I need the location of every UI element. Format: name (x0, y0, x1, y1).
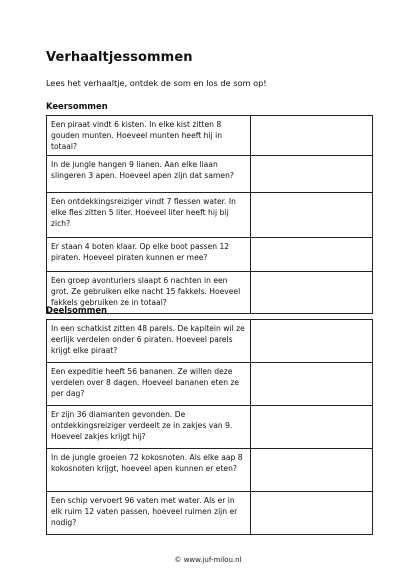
question-cell: Er staan 4 boten klaar. Op elke boot passen 12 piraten. Hoeveel piraten kunnen er mee? (47, 237, 251, 271)
question-cell: In de jungle groeien 72 kokosnoten. Als elke aap 8 kokosnoten krijgt, hoeveel apen kunnen er eten? (47, 449, 251, 492)
table-row (47, 237, 373, 271)
answer-cell[interactable] (251, 192, 373, 237)
question-cell: In een schatkist zitten 48 parels. De kapitein wil ze eerlijk verdelen onder 6 piraten. Hoeveel parels krijgt elke piraat? (47, 320, 251, 363)
question-cell: Een groep avonturiers slaapt 6 nachten in een grot. Ze gebruiken elke nacht 15 fakkels. Hoeveel fakkels gebruiken ze in totaal? (47, 271, 251, 313)
table-row (47, 492, 373, 535)
table-row (47, 155, 373, 192)
table-row (47, 116, 373, 156)
section-heading-keersommen: Keersommen (46, 101, 108, 111)
question-cell: Een schip vervoert 96 vaten met water. Als er in elk ruim 12 vaten passen, hoeveel ruimen zijn er nodig? (47, 492, 251, 535)
deelsommen-table (46, 319, 373, 535)
question-cell: Een expeditie heeft 56 bananen. Ze willen deze verdelen over 8 dagen. Hoeveel bananen eten ze per dag? (47, 363, 251, 406)
answer-cell[interactable] (251, 271, 373, 313)
answer-cell[interactable] (251, 363, 373, 406)
answer-cell[interactable] (251, 237, 373, 271)
answer-cell[interactable] (251, 492, 373, 535)
answer-cell[interactable] (251, 320, 373, 363)
answer-cell[interactable] (251, 406, 373, 449)
answer-cell[interactable] (251, 449, 373, 492)
instruction-text: Lees het verhaaltje, ontdek de som en los de som op! (46, 78, 267, 88)
section-heading-deelsommen: Deelsommen (46, 305, 108, 315)
answer-cell[interactable] (251, 155, 373, 192)
answer-cell[interactable] (251, 116, 373, 156)
question-cell: Er zijn 36 diamanten gevonden. De ontdekkingsreiziger verdeelt ze in zakjes van 9. Hoeveel zakjes krijgt hij? (47, 406, 251, 449)
table-row (47, 363, 373, 406)
question-cell: In de jungle hangen 9 lianen. Aan elke liaan slingeren 3 apen. Hoeveel apen zijn dat samen? (47, 155, 251, 192)
table-row (47, 449, 373, 492)
table-row (47, 192, 373, 237)
question-cell: Een piraat vindt 6 kisten. In elke kist zitten 8 gouden munten. Hoeveel munten heeft hij in totaal? (47, 116, 251, 156)
footer-copyright: © www.juf-milou.nl (174, 556, 242, 564)
keersommen-table (46, 115, 373, 314)
table-row (47, 406, 373, 449)
page-title: Verhaaltjessommen (46, 50, 193, 65)
question-cell: Een ontdekkingsreiziger vindt 7 flessen water. In elke fles zitten 5 liter. Hoeveel liter heeft hij bij zich? (47, 192, 251, 237)
table-row (47, 320, 373, 363)
